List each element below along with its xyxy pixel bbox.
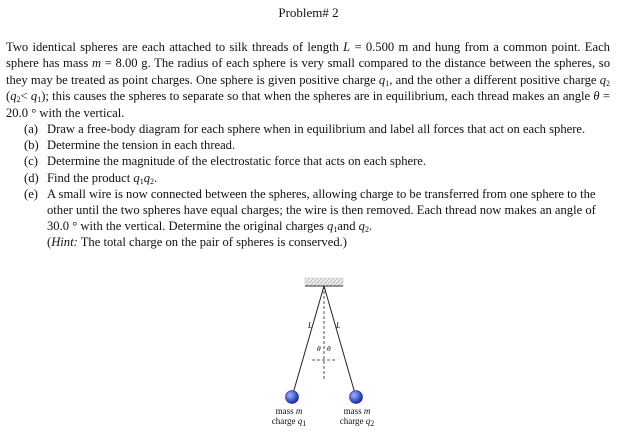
right-angle-label: θ: [327, 344, 331, 353]
left-angle-label: θ: [317, 344, 321, 353]
ceiling-support: [305, 278, 343, 286]
part-d-label: (d): [24, 170, 39, 185]
part-a-label: (a): [24, 122, 38, 136]
right-sphere-caption: mass m charge $q_2$: [339, 406, 375, 428]
right-sphere: [350, 391, 363, 404]
part-c-label: (c): [24, 154, 38, 169]
question-parts: [24, 121, 612, 251]
pendulum-diagram: [260, 268, 390, 428]
left-thread: [292, 286, 324, 397]
left-sphere: [286, 391, 299, 404]
left-sphere-caption: mass m charge $q_1$: [271, 406, 307, 428]
part-e: (e) A small wire is now connected between the spheres, allowing charge to be transferred from one sphere to the other until the two spheres have equal charges; the wire is then removed. Each thread now makes an angle of 30.0 ° with the vertical. Determine the original charges $q_1and$ $q_2$.: [24, 186, 596, 235]
part-b-text: Determine the tension in each thread.: [47, 138, 236, 153]
left-thread-length-label: L: [308, 321, 313, 330]
part-d: (d) Find the product $q_1q_2$.: [24, 170, 158, 186]
part-b-label: (b): [24, 138, 39, 153]
hint: (Hint: The total charge on the pair of spheres is conserved.): [47, 235, 347, 250]
right-thread-length-label: L: [336, 321, 341, 330]
problem-statement: Two identical spheres are each attached to silk threads of length L = 0.500 m and hung from a common point. Each sphere has mass m = 8.00 g. The radius of each sphere is very small compared to the distance between the spheres, so they may be treated as point charges. One sphere is given positive charge $q_1$, and the other a different positive charge $q_2$ $(q_2< q_1)$; this causes the spheres to separate so that when the spheres are in equilibrium, each thread makes an angle θ = 20.0 ° with the vertical.: [6, 40, 611, 120]
part-a-text: Draw a free-body diagram for each sphere when in equilibrium and label all forces that act on each sphere.: [47, 122, 586, 136]
part-c-text: Determine the magnitude of the electrostatic force that acts on each sphere.: [47, 154, 427, 169]
part-a: [24, 121, 612, 137]
pendulum-figure: [260, 268, 390, 428]
part-e-label: (e): [24, 186, 38, 201]
part-b: [24, 137, 612, 153]
part-c: [24, 153, 612, 169]
problem-title: Problem# 2: [278, 5, 339, 20]
right-thread: [324, 286, 356, 397]
